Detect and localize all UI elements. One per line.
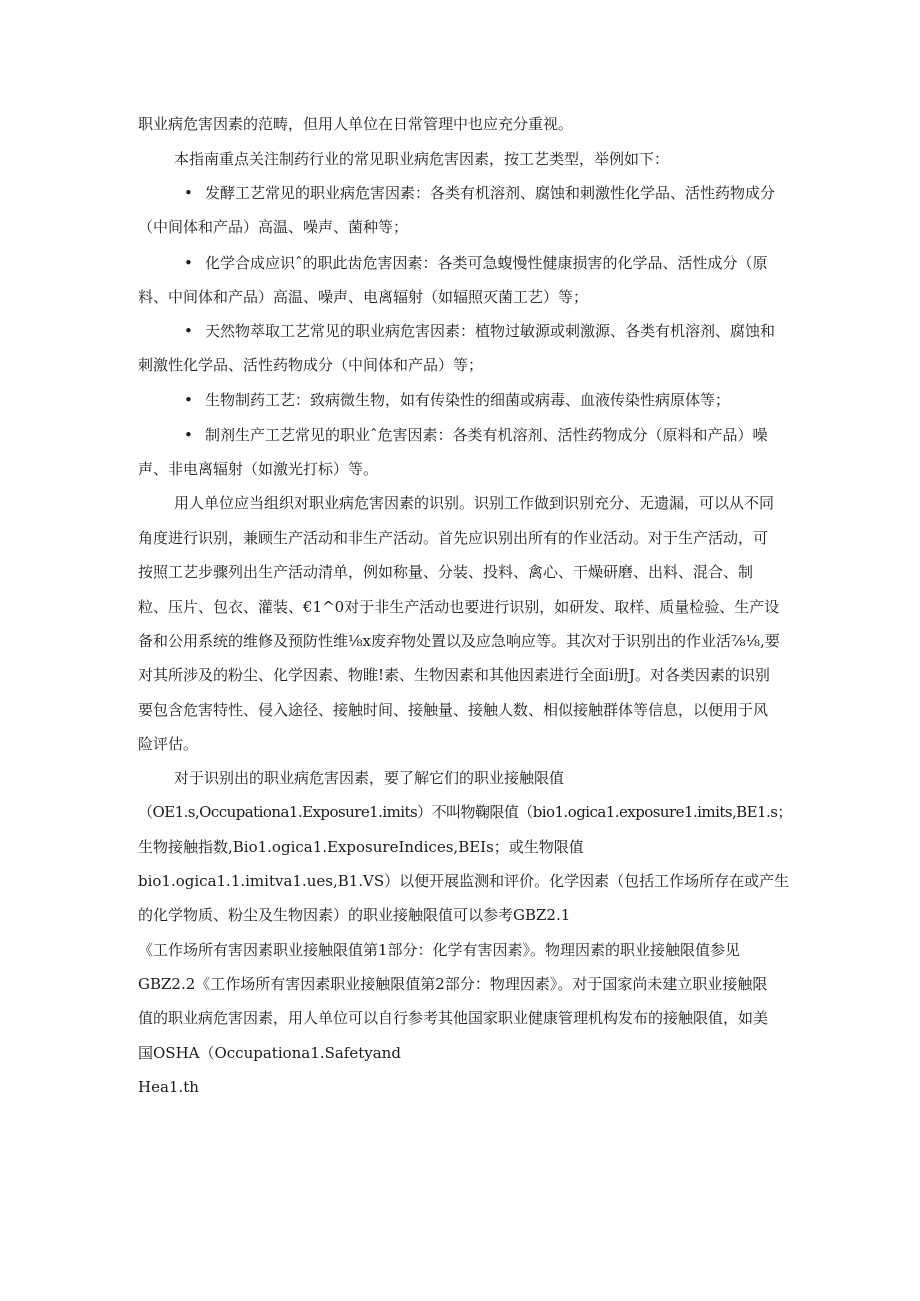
bullet-marker: • — [184, 322, 193, 340]
text-line: bio1.ogica1.1.imitva1.ues,B1.VS）以便开展监测和评价。化学因素（包括工作场所存在或产生 — [138, 872, 790, 890]
text-line: 对其所涉及的粉尘、化学因素、物睢!素、生物因素和其他因素进行全面i册J。对各类因素的识别 — [138, 666, 770, 684]
text-line: 职业病危害因素的范畴，但用人单位在日常管理中也应充分重视。 — [138, 115, 574, 133]
text-line: Hea1.th — [138, 1078, 199, 1096]
text-line: 用人单位应当组织对职业病危害因素的识别。识别工作做到识别充分、无遗漏，可以从不同 — [174, 494, 775, 512]
text-line: 备和公用系统的维修及预防性维⅛x废弃物处置以及应急响应等。其次对于识别出的作业活⅞⅛,要 — [138, 632, 780, 650]
bullet-item-text: 生物制药工艺：致病微生物，如有传染性的细菌或病毒、血液传染性病原体等； — [205, 391, 731, 409]
text-line: 刺激性化学品、活性药物成分（中间体和产品）等； — [138, 356, 484, 374]
text-line: 国OSHA（Occupationa1.Safetyand — [138, 1044, 401, 1062]
text-line: 声、非电离辐射（如激光打标）等。 — [138, 460, 379, 478]
text-line: 角度进行识别，兼顾生产活动和非生产活动。首先应识别出所有的作业活动。对于生产活动，可 — [138, 529, 769, 547]
text-line: 值的职业病危害因素，用人单位可以自行参考其他国家职业健康管理机构发布的接触限值，如美 — [138, 1009, 769, 1027]
bullet-marker: • — [184, 254, 193, 272]
text-line: 对于识别出的职业病危害因素，要了解它们的职业接触限值 — [174, 769, 565, 787]
bullet-item-text: 天然物萃取工艺常见的职业病危害因素：植物过敏源或刺激源、各类有机溶剂、腐蚀和 — [205, 322, 776, 340]
text-line: 本指南重点关注制药行业的常见职业病危害因素，按工艺类型，举例如下： — [174, 150, 670, 168]
text-line: （中间体和产品）高温、噪声、菌种等； — [138, 218, 409, 236]
text-line: 要包含危害特性、侵入途径、接触时间、接触量、接触人数、相似接触群体等信息，以便用于风 — [138, 701, 769, 719]
text-line: 《工作场所有害因素职业接触限值第1部分：化学有害因素》。物理因素的职业接触限值参见 — [138, 941, 741, 959]
text-line: 险评估。 — [138, 735, 199, 753]
text-line: 按照工艺步骤列出生产活动清单，例如称量、分装、投料、禽心、干燥研磨、出料、混合、制 — [138, 563, 754, 581]
text-line: 粒、压片、包衣、灌装、€1^0对于非生产活动也要进行识别，如研发、取样、质量检验、生产设 — [138, 598, 780, 616]
text-line: 料、中间体和产品）高温、噪声、电离辐射（如辐照灭菌工艺）等； — [138, 288, 589, 306]
text-line: （OE1.s,Occupationa1.Exposure1.imits）不叫物鞠限值（bio1.ogica1.exposure1.imits,BE1.s； — [138, 803, 792, 821]
bullet-item-text: 发酵工艺常见的职业病危害因素：各类有机溶剂、腐蚀和刺激性化学品、活性药物成分 — [205, 184, 776, 202]
bullet-marker: • — [184, 184, 193, 202]
bullet-marker: • — [184, 391, 193, 409]
text-line: GBZ2.2《工作场所有害因素职业接触限值第2部分：物理因素》。对于国家尚未建立职业接触限 — [138, 975, 768, 993]
bullet-item-text: 化学合成应识ˆ的职此齿危害因素：各类可急蝮慢性健康损害的化学品、活性成分（原 — [205, 254, 768, 272]
text-line: 生物接触指数,Bio1.ogica1.ExposureIndices,BEIs；或生物限值 — [138, 838, 584, 856]
text-line: 的化学物质、粉尘及生物因素）的职业接触限值可以参考GBZ2.1 — [138, 906, 571, 924]
bullet-marker: • — [184, 426, 193, 444]
bullet-item-text: 制剂生产工艺常见的职业ˆ危害因素：各类有机溶剂、活性药物成分（原料和产品）噪 — [205, 426, 768, 444]
